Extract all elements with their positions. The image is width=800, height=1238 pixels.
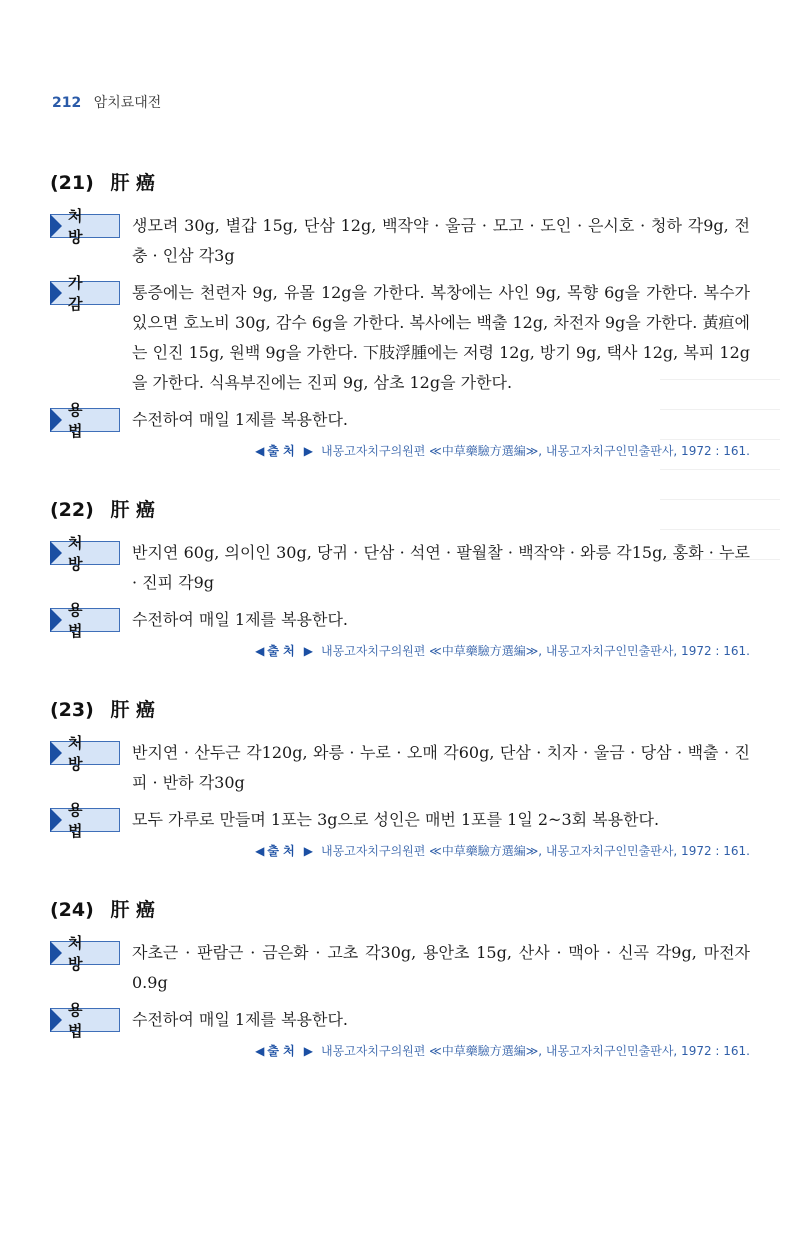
addition-label: 가 감 [50,281,120,305]
source-text: 내몽고자치구의원편 ≪中草藥驗方選編≫, 내몽고자치구인민출판사, 1972 : 161. [321,444,750,458]
source-line [50,442,750,459]
prescription-row [50,207,750,271]
arrow-icon [50,1008,62,1032]
arrow-icon [50,541,62,565]
usage-text: 모두 가루로 만들며 1포는 3g으로 성인은 매번 1포를 1일 2~3회 복용한다. [132,810,660,829]
running-head [52,92,161,112]
prescription-label: 처 방 [50,741,120,765]
arrow-icon [50,214,62,238]
usage-row [50,401,750,440]
arrow-icon [50,608,62,632]
entry-22 [50,495,750,659]
usage-row [50,801,750,840]
prescription-label: 처 방 [50,214,120,238]
prescription-text: 자초근 · 판람근 · 금은화 · 고초 각30g, 용안초 15g, 산사 · 맥아 · 신곡 각9g, 마전자 0.9g [132,943,750,992]
usage-text: 수전하여 매일 1제를 복용한다. [132,610,348,629]
entry-23 [50,695,750,859]
prescription-row [50,534,750,598]
entry-number: (22) [50,499,94,521]
usage-label: 용 법 [50,808,120,832]
prescription-row [50,734,750,798]
source-text: 내몽고자치구의원편 ≪中草藥驗方選編≫, 내몽고자치구인민출판사, 1972 : 161. [321,844,750,858]
page-number: 212 [52,95,82,111]
usage-label: 용 법 [50,408,120,432]
source-label: 출 처 [267,444,295,458]
entry-number: (24) [50,899,94,921]
left-bracket-icon: ◀ [255,644,265,658]
entry-title [50,895,750,922]
book-title: 암치료대전 [93,95,162,111]
entry-21 [50,168,750,459]
entry-title [50,168,750,195]
entry-24 [50,895,750,1059]
usage-label: 용 법 [50,608,120,632]
usage-text: 수전하여 매일 1제를 복용한다. [132,1010,348,1029]
prescription-text: 생모려 30g, 별갑 15g, 단삼 12g, 백작약 · 울금 · 모고 · 도인 · 은시호 · 청하 각9g, 전충 · 인삼 각3g [132,216,750,265]
entry-number: (21) [50,172,94,194]
left-bracket-icon: ◀ [255,1044,265,1058]
right-bracket-icon: ▶ [303,644,314,658]
prescription-text: 반지연 · 산두근 각120g, 와릉 · 누로 · 오매 각60g, 단삼 · 치자 · 울금 · 당삼 · 백출 · 진피 · 반하 각30g [132,743,750,792]
source-label: 출 처 [267,644,295,658]
entries [50,168,750,1095]
source-text: 내몽고자치구의원편 ≪中草藥驗方選編≫, 내몽고자치구인민출판사, 1972 : 161. [321,644,750,658]
usage-row [50,1001,750,1040]
arrow-icon [50,408,62,432]
right-bracket-icon: ▶ [303,844,314,858]
entry-disease: 肝 癌 [110,699,156,721]
prescription-text: 반지연 60g, 의이인 30g, 당귀 · 단삼 · 석연 · 팔월찰 · 백작약 · 와릉 각15g, 홍화 · 누로 · 진피 각9g [132,543,750,592]
source-label: 출 처 [267,1044,295,1058]
left-bracket-icon: ◀ [255,844,265,858]
entry-title [50,695,750,722]
arrow-icon [50,741,62,765]
right-bracket-icon: ▶ [303,444,314,458]
source-line [50,842,750,859]
entry-disease: 肝 癌 [110,499,156,521]
arrow-icon [50,281,62,305]
usage-row [50,601,750,640]
source-text: 내몽고자치구의원편 ≪中草藥驗方選編≫, 내몽고자치구인민출판사, 1972 : 161. [321,1044,750,1058]
usage-text: 수전하여 매일 1제를 복용한다. [132,410,348,429]
addition-text: 통증에는 천련자 9g, 유몰 12g을 가한다. 복창에는 사인 9g, 목향 6g을 가한다. 복수가 있으면 호노비 30g, 감수 6g을 가한다. 복사에는 백출 12g, 차전자 9g을 가한다. 黃疸에는 인진 15g, 원백 9g을 가한다. 下肢浮腫에는 저령 12g, 방기 9g, 택사 12g, 복피 12g을 가한다. 식욕부진에는 진피 9g, 삼초 12g을 가한다. [132,283,750,392]
addition-row [50,274,750,398]
entry-disease: 肝 癌 [110,899,156,921]
entry-disease: 肝 癌 [110,172,156,194]
prescription-label: 처 방 [50,941,120,965]
prescription-label: 처 방 [50,541,120,565]
source-line [50,1042,750,1059]
prescription-row [50,934,750,998]
arrow-icon [50,808,62,832]
source-label: 출 처 [267,844,295,858]
entry-title [50,495,750,522]
usage-label: 용 법 [50,1008,120,1032]
arrow-icon [50,941,62,965]
source-line [50,642,750,659]
left-bracket-icon: ◀ [255,444,265,458]
right-bracket-icon: ▶ [303,1044,314,1058]
entry-number: (23) [50,699,94,721]
